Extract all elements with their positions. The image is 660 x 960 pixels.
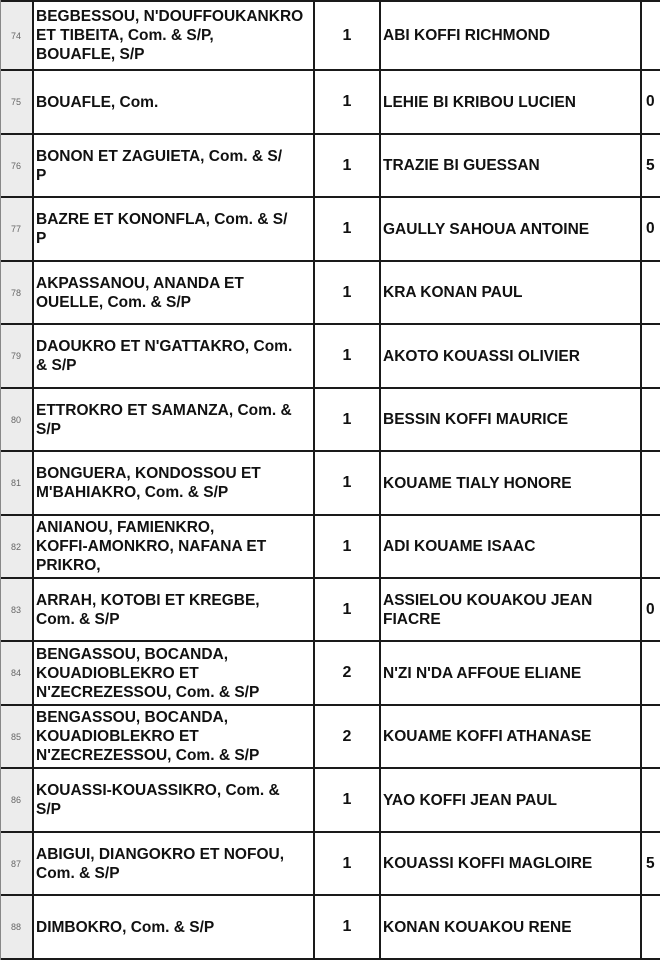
row-divider	[0, 196, 660, 198]
truncated-column-cell	[643, 452, 660, 514]
row-divider	[0, 577, 660, 579]
seats-cell: 1	[342, 26, 352, 44]
truncated-column-cell: 0	[646, 93, 655, 110]
column-divider	[32, 0, 34, 960]
table-row	[0, 516, 660, 577]
row-number: 74	[0, 2, 32, 69]
truncated-column-cell: 0	[646, 600, 655, 618]
row-number: 81	[0, 452, 32, 514]
row-divider	[0, 69, 660, 71]
seats-cell: 2	[342, 664, 352, 681]
location-cell: BAZRE ET KONONFLA, Com. & S/ P	[36, 211, 288, 247]
table-row	[0, 642, 660, 704]
truncated-column-cell	[643, 325, 660, 387]
candidate-name-cell: N'ZI N'DA AFFOUE ELIANE	[383, 664, 582, 682]
table-row	[0, 135, 660, 196]
truncated-column-cell	[643, 389, 660, 450]
truncated-column-cell	[643, 706, 660, 767]
candidate-name-cell: ABI KOFFI RICHMOND	[383, 27, 551, 44]
seats-cell: 1	[342, 410, 352, 428]
candidate-name-cell: TRAZIE BI GUESSAN	[383, 157, 540, 174]
row-divider	[0, 640, 660, 642]
table-row	[0, 389, 660, 450]
table-row	[0, 896, 660, 958]
row-divider	[0, 704, 660, 706]
row-divider	[0, 0, 660, 2]
seats-cell: 1	[342, 854, 352, 872]
seats-cell: 1	[342, 156, 352, 174]
candidate-name-cell: KOUAME TIALY HONORE	[383, 474, 572, 492]
row-divider	[0, 133, 660, 135]
row-divider	[0, 450, 660, 452]
row-divider	[0, 260, 660, 262]
seats-cell: 1	[342, 220, 352, 237]
row-divider	[0, 831, 660, 833]
truncated-column-cell: 5	[646, 156, 655, 174]
row-number: 84	[0, 642, 32, 704]
row-number: 83	[0, 579, 32, 640]
row-number: 82	[0, 516, 32, 577]
candidate-name-cell: ASSIELOU KOUAKOU JEAN FIACRE	[383, 591, 593, 628]
truncated-column-cell	[643, 896, 660, 958]
truncated-column-cell	[643, 2, 660, 69]
location-cell: ANIANOU, FAMIENKRO, KOFFI-AMONKRO, NAFANA ET PRIKRO,	[36, 519, 267, 574]
row-divider	[0, 767, 660, 769]
row-divider	[0, 894, 660, 896]
table-row	[0, 262, 660, 323]
row-number: 75	[0, 71, 32, 133]
column-divider	[0, 0, 1, 960]
row-number: 87	[0, 833, 32, 894]
truncated-column-cell	[643, 516, 660, 577]
candidate-name-cell: ADI KOUAME ISAAC	[383, 538, 536, 555]
location-cell: DAOUKRO ET N'GATTAKRO, Com. & S/P	[36, 338, 293, 374]
candidate-name-cell: AKOTO KOUASSI OLIVIER	[383, 347, 580, 365]
seats-cell: 1	[342, 600, 352, 618]
table-row	[0, 579, 660, 640]
location-cell: ARRAH, KOTOBI ET KREGBE, Com. & S/P	[36, 591, 260, 628]
seats-cell: 1	[342, 918, 352, 935]
table-row	[0, 833, 660, 894]
location-cell: ETTROKRO ET SAMANZA, Com. & S/P	[36, 401, 292, 438]
column-divider	[640, 0, 642, 960]
candidate-name-cell: YAO KOFFI JEAN PAUL	[383, 791, 557, 809]
seats-cell: 1	[342, 791, 352, 808]
seats-cell: 1	[342, 283, 352, 301]
table-row	[0, 452, 660, 514]
row-divider	[0, 387, 660, 389]
row-number: 80	[0, 389, 32, 450]
location-cell: KOUASSI-KOUASSIKRO, Com. & S/P	[36, 782, 280, 818]
row-number: 77	[0, 198, 32, 260]
seats-cell: 1	[342, 347, 352, 364]
row-divider	[0, 514, 660, 516]
table-row	[0, 71, 660, 133]
location-cell: BEGBESSOU, N'DOUFFOUKANKRO ET TIBEITA, Com. & S/P, BOUAFLE, S/P	[36, 8, 304, 63]
row-number: 79	[0, 325, 32, 387]
location-cell: BOUAFLE, Com.	[36, 93, 159, 111]
table-row	[0, 706, 660, 767]
candidate-name-cell: BESSIN KOFFI MAURICE	[383, 411, 569, 428]
candidate-name-cell: LEHIE BI KRIBOU LUCIEN	[383, 93, 576, 111]
location-cell: DIMBOKRO, Com. & S/P	[36, 918, 215, 936]
location-cell: AKPASSANOU, ANANDA ET OUELLE, Com. & S/P	[36, 274, 244, 311]
row-number: 85	[0, 706, 32, 767]
table-row	[0, 198, 660, 260]
location-cell: BONON ET ZAGUIETA, Com. & S/ P	[36, 147, 282, 184]
seats-cell: 1	[342, 93, 352, 110]
row-divider	[0, 323, 660, 325]
location-cell: BENGASSOU, BOCANDA, KOUADIOBLEKRO ET N'ZECREZESSOU, Com. & S/P	[36, 645, 260, 701]
seats-cell: 1	[342, 474, 352, 491]
row-number: 76	[0, 135, 32, 196]
candidate-name-cell: KRA KONAN PAUL	[383, 284, 523, 301]
candidate-name-cell: KONAN KOUAKOU RENE	[383, 918, 572, 936]
truncated-column-cell	[643, 769, 660, 831]
seats-cell: 1	[342, 537, 352, 555]
table-row	[0, 2, 660, 69]
truncated-column-cell: 5	[646, 854, 655, 872]
candidate-name-cell: KOUAME KOFFI ATHANASE	[383, 728, 592, 745]
row-number: 78	[0, 262, 32, 323]
candidate-name-cell: KOUASSI KOFFI MAGLOIRE	[383, 855, 593, 872]
location-cell: ABIGUI, DIANGOKRO ET NOFOU, Com. & S/P	[36, 845, 284, 882]
truncated-column-cell	[643, 262, 660, 323]
column-divider	[313, 0, 315, 960]
location-cell: BENGASSOU, BOCANDA, KOUADIOBLEKRO ET N'ZECREZESSOU, Com. & S/P	[36, 709, 260, 764]
column-divider	[379, 0, 381, 960]
row-number: 88	[0, 896, 32, 958]
candidate-name-cell: GAULLY SAHOUA ANTOINE	[383, 220, 590, 238]
truncated-column-cell: 0	[646, 220, 655, 237]
table-row	[0, 769, 660, 831]
truncated-column-cell	[643, 642, 660, 704]
table-row	[0, 325, 660, 387]
location-cell: BONGUERA, KONDOSSOU ET M'BAHIAKRO, Com. & S/P	[36, 465, 261, 501]
row-number: 86	[0, 769, 32, 831]
seats-cell: 2	[342, 727, 352, 745]
